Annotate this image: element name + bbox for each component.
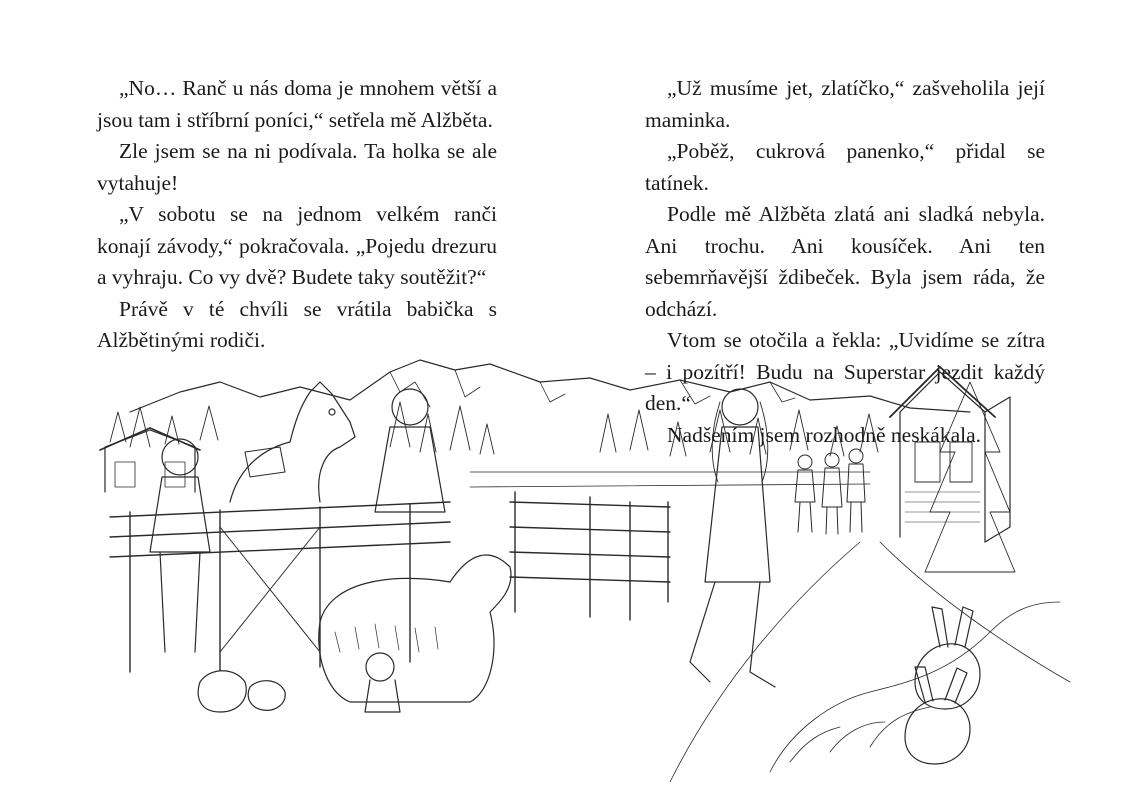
left-barn (100, 428, 200, 492)
horse (230, 382, 355, 502)
sheepdog (319, 555, 511, 702)
paragraph: „Už musíme jet, zlatíčko,“ zašveholila její maminka. (645, 76, 1045, 132)
paragraph: Zle jsem se na ni podívala. Ta holka se ale vytahuje! (97, 139, 497, 195)
puppies (198, 671, 285, 712)
girl-walking (690, 389, 775, 687)
paragraph: „No… Ranč u nás doma je mnohem větší a jsou tam i stříbrní poníci,“ setřela mě Alžběta. (97, 76, 497, 132)
paragraph: Nadšením jsem rozhodně neskákala. (667, 422, 982, 447)
paragraph: „Poběž, cukrová panenko,“ přidal se tatínek. (645, 139, 1045, 195)
paragraph: Právě v té chvíli se vrátila babička s Alžbětinými rodiči. (97, 296, 497, 352)
puppy (365, 653, 400, 712)
paragraph: Vtom se otočila a řekla: „Uvidíme se zítra – i pozítří! Budu na Superstar jezdit každý den.“ (645, 328, 1045, 415)
left-page-text (97, 73, 497, 357)
girl-left (150, 439, 210, 652)
distant-people (795, 449, 865, 534)
corral-fence (110, 472, 870, 672)
paragraph: Podle mě Alžběta zlatá ani sladká nebyla. Ani trochu. Ani kousíček. Ani ten sebemrňavější ždibeček. Byla jsem ráda, že odchází. (645, 202, 1045, 321)
girl-center (375, 389, 445, 512)
paragraph: „V sobotu se na jednom velkém ranči konají závody,“ pokračovala. „Pojedu drezuru a vyhraju. Co vy dvě? Budete taky soutěžit?“ (97, 202, 497, 289)
rabbits (905, 607, 980, 764)
mountains (130, 360, 970, 412)
dirt-path (670, 542, 1070, 782)
ranch-illustration (70, 352, 1080, 792)
